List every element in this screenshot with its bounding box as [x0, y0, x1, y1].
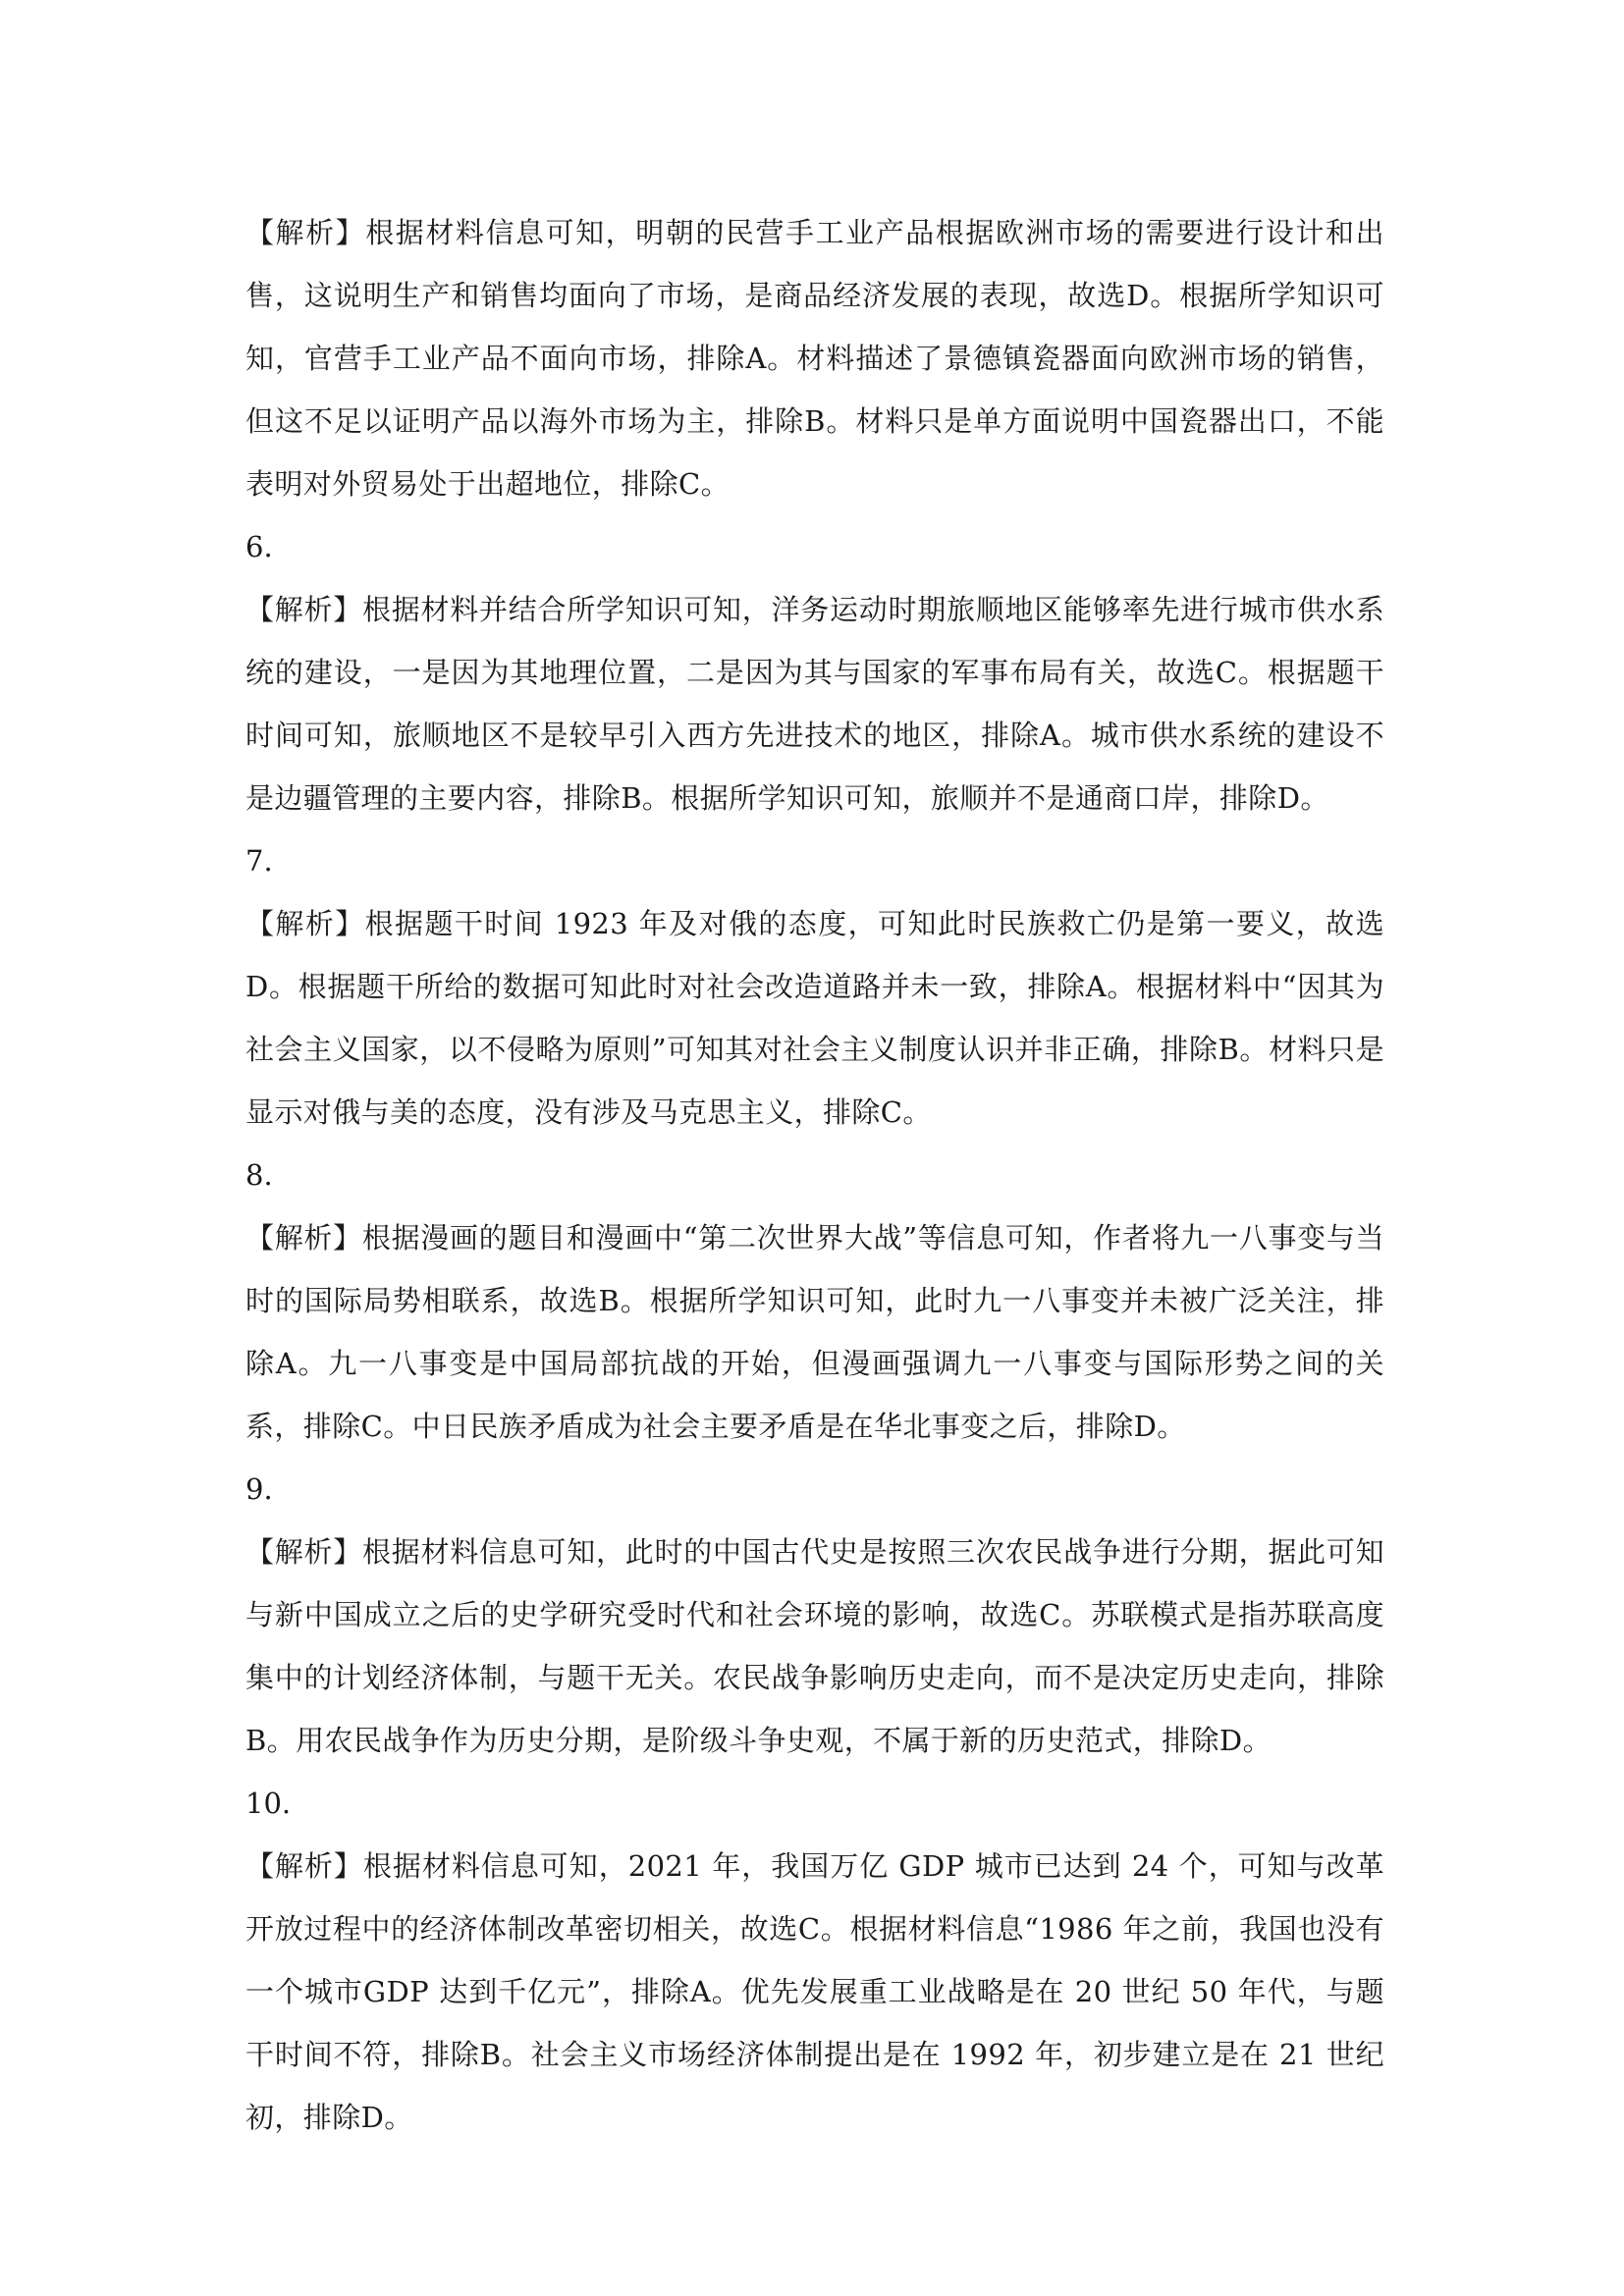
analysis-text: 根据材料信息可知，此时的中国古代史是按照三次农民战争进行分期，据此可知与新中国成立之后的史学研究受时代和社会环境的影响，故选C。苏联模式是指苏联高度集中的计划经济体制，与题干无关。农民战争影响历史走向，而不是决定历史走向，排除B。用农民战争作为历史分期，是阶级斗争史观，不属于新的历史范式，排除D。 [245, 1535, 1384, 1757]
analysis-tag: 【解析】 [245, 907, 365, 940]
analysis-text: 根据材料信息可知，明朝的民营手工业产品根据欧洲市场的需要进行设计和出售，这说明生产和销售均面向了市场，是商品经济发展的表现，故选D。根据所学知识可知，官营手工业产品不面向市场，排除A。材料描述了景德镇瓷器面向欧洲市场的销售，但这不足以证明产品以海外市场为主，排除B。材料只是单方面说明中国瓷器出口，不能表明对外贸易处于出超地位，排除C。 [245, 216, 1384, 501]
analysis-paragraph-6 [245, 578, 1384, 829]
analysis-text: 根据材料信息可知，2021 年，我国万亿 GDP 城市已达到 24 个，可知与改革开放过程中的经济体制改革密切相关，故选C。根据材料信息“1986 年之前，我国也没有一个城市GDP 达到千亿元”，排除A。优先发展重工业战略是在 20 世纪 50 年代，与题干时间不符，排除B。社会主义市场经济体制提出是在 1992 年，初步建立是在 21 世纪初，排除D。 [245, 1849, 1384, 2134]
question-number-10: 10. [245, 1787, 292, 1820]
analysis-paragraph-9 [245, 1521, 1384, 1772]
analysis-text: 根据材料并结合所学知识可知，洋务运动时期旅顺地区能够率先进行城市供水系统的建设，一是因为其地理位置，二是因为其与国家的军事布局有关，故选C。根据题干时间可知，旅顺地区不是较早引入西方先进技术的地区，排除A。城市供水系统的建设不是边疆管理的主要内容，排除B。根据所学知识可知，旅顺并不是通商口岸，排除D。 [245, 593, 1384, 815]
analysis-text: 根据漫画的题目和漫画中“第二次世界大战”等信息可知，作者将九一八事变与当时的国际局势相联系，故选B。根据所学知识可知，此时九一八事变并未被广泛关注，排除A。九一八事变是中国局部抗战的开始，但漫画强调九一八事变与国际形势之间的关系，排除C。中日民族矛盾成为社会主要矛盾是在华北事变之后，排除D。 [245, 1221, 1384, 1443]
analysis-paragraph-7 [245, 892, 1384, 1144]
question-number-9: 9. [245, 1472, 273, 1506]
analysis-text: 根据题干时间 1923 年及对俄的态度，可知此时民族救亡仍是第一要义，故选 D。根据题干所给的数据可知此时对社会改造道路并未一致，排除A。根据材料中“因其为社会主义国家，以不侵略为原则”可知其对社会主义制度认识并非正确，排除B。材料只是显示对俄与美的态度，没有涉及马克思主义，排除C。 [245, 907, 1384, 1129]
analysis-paragraph-10 [245, 1835, 1384, 2149]
analysis-tag: 【解析】 [245, 1221, 362, 1255]
question-number-8: 8. [245, 1158, 273, 1192]
analysis-tag: 【解析】 [245, 1849, 363, 1883]
analysis-tag: 【解析】 [245, 1535, 363, 1569]
document-page [245, 201, 1384, 2149]
question-number-7: 7. [245, 844, 273, 878]
analysis-tag: 【解析】 [245, 216, 366, 249]
analysis-paragraph-5 [245, 201, 1384, 515]
analysis-tag: 【解析】 [245, 593, 363, 626]
question-number-6: 6. [245, 530, 273, 563]
analysis-paragraph-8 [245, 1206, 1384, 1458]
